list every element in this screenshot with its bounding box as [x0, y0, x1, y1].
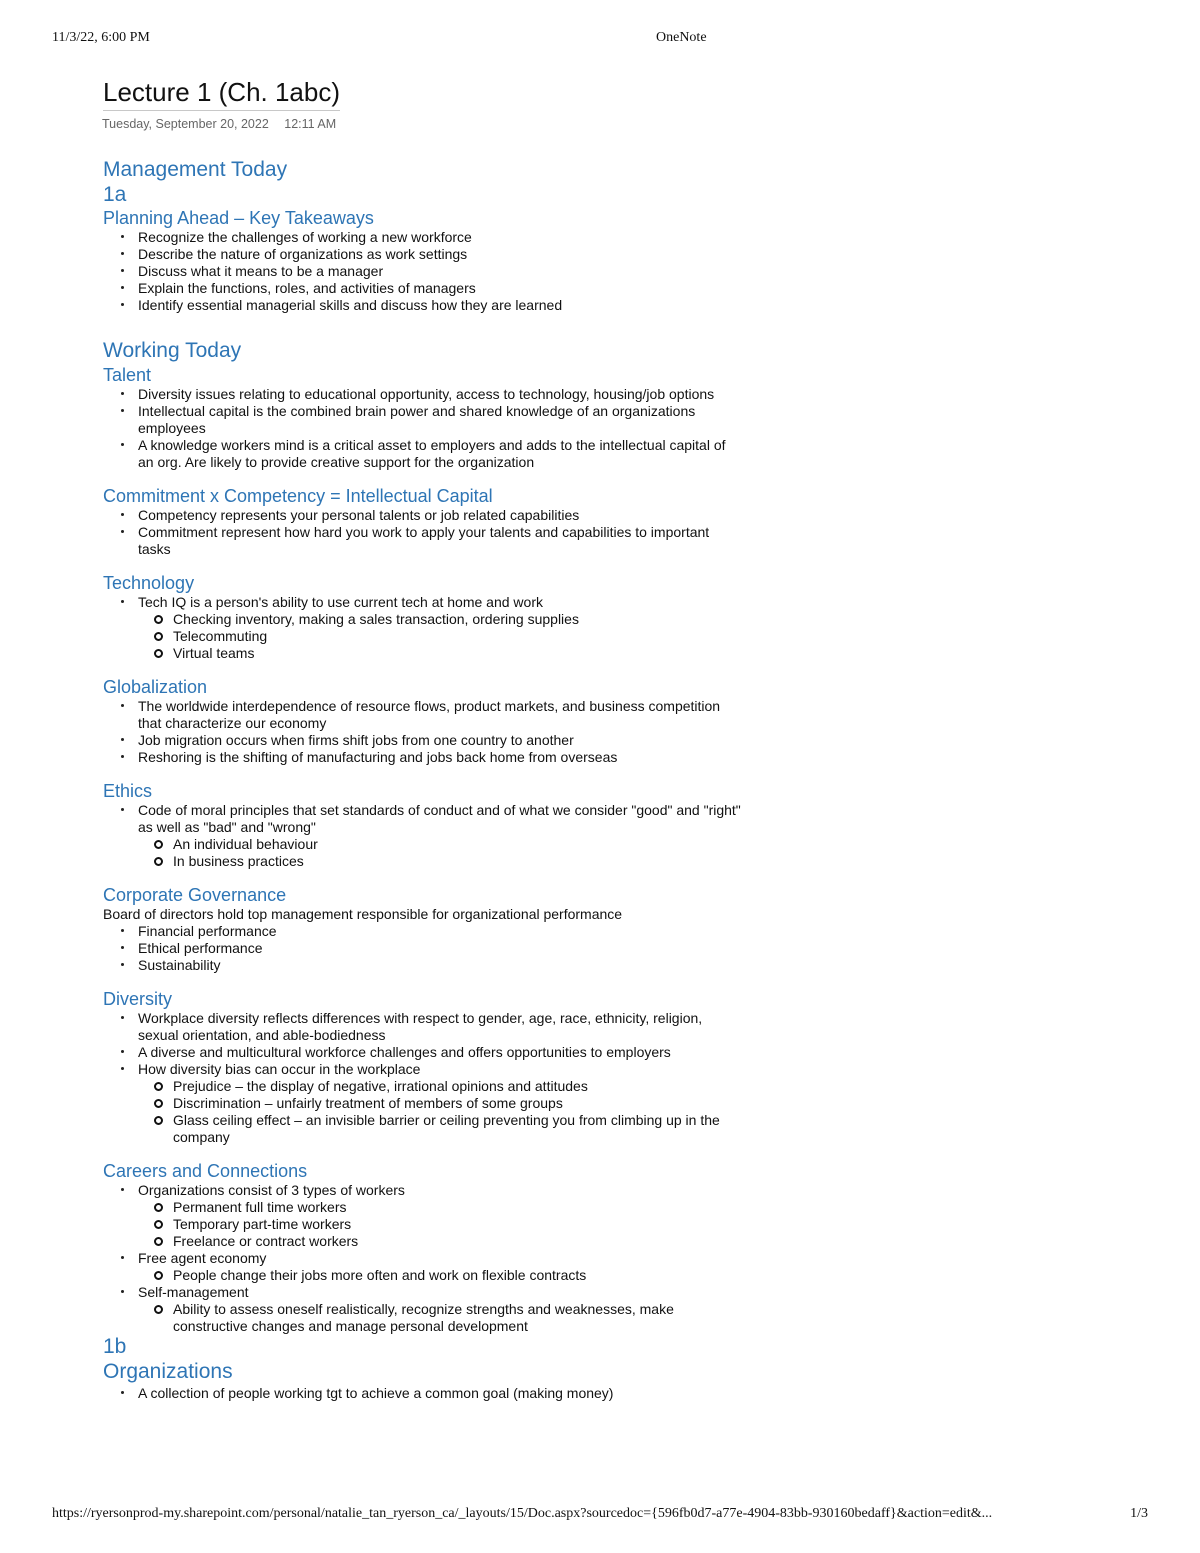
sub-list-item: Prejudice – the display of negative, irrational opinions and attitudes [173, 1078, 743, 1095]
circle-bullet-icon [154, 1305, 163, 1314]
bullet-icon [121, 1016, 124, 1019]
list-item: Organizations consist of 3 types of workers Permanent full time workers Temporary part-time workers Freelance or contract workers [138, 1182, 743, 1250]
bullet-icon [121, 1290, 124, 1293]
list-item: Sustainability [138, 957, 743, 974]
bullet-icon [121, 286, 124, 289]
list-item: Explain the functions, roles, and activities of managers [138, 280, 743, 297]
circle-bullet-icon [154, 1220, 163, 1229]
globalization-heading: Globalization [103, 677, 208, 697]
bullet-icon [121, 600, 124, 603]
bullet-icon [121, 269, 124, 272]
bullet-icon [121, 252, 124, 255]
working-today-heading: Working Today [103, 339, 242, 362]
bullet-icon [121, 303, 124, 306]
ethics-list [103, 802, 743, 870]
bullet-icon [121, 409, 124, 412]
print-page-number: 1/3 [1130, 1506, 1148, 1521]
print-url: https://ryersonprod-my.sharepoint.com/personal/natalie_tan_ryerson_ca/_layouts/15/Doc.aspx?sourcedoc={596fb0d7-a77e-4904-83bb-930160bedaff}&action=edit&... [52, 1506, 993, 1521]
talent-heading: Talent [103, 365, 152, 385]
technology-sublist [138, 611, 743, 662]
sub-list-item: Telecommuting [173, 628, 743, 645]
bullet-icon [121, 946, 124, 949]
circle-bullet-icon [154, 649, 163, 658]
list-item: Workplace diversity reflects differences with respect to gender, age, race, ethnicity, religion, sexual orientation, and able-bodiedness [138, 1010, 743, 1044]
list-item: Ethical performance [138, 940, 743, 957]
diversity-heading: Diversity [103, 989, 173, 1009]
technology-list [103, 594, 743, 662]
sub-list-item: Permanent full time workers [173, 1199, 743, 1216]
list-item: Diversity issues relating to educational opportunity, access to technology, housing/job options [138, 386, 743, 403]
bullet-icon [121, 1067, 124, 1070]
sub-list-item: Freelance or contract workers [173, 1233, 743, 1250]
list-item: Free agent economy People change their jobs more often and work on flexible contracts [138, 1250, 743, 1284]
section-label-1b: 1b [103, 1335, 127, 1358]
list-item: A collection of people working tgt to achieve a common goal (making money) [138, 1385, 743, 1402]
bullet-icon [121, 1050, 124, 1053]
sub-list-item: In business practices [173, 853, 743, 870]
list-item: A diverse and multicultural workforce challenges and offers opportunities to employers [138, 1044, 743, 1061]
bullet-icon [121, 443, 124, 446]
ethics-sublist [138, 836, 743, 870]
governance-list [103, 923, 743, 974]
main-heading: Management Today [103, 158, 288, 181]
list-item: Competency represents your personal talents or job related capabilities [138, 507, 743, 524]
list-item: A knowledge workers mind is a critical asset to employers and adds to the intellectual capital of an org. Are likely to provide creative support for the organization [138, 437, 743, 471]
sub-list-item: Discrimination – unfairly treatment of members of some groups [173, 1095, 743, 1112]
list-item: Recognize the challenges of working a new workforce [138, 229, 743, 246]
bullet-icon [121, 513, 124, 516]
bullet-icon [121, 530, 124, 533]
careers-heading: Careers and Connections [103, 1161, 308, 1181]
page-date: Tuesday, September 20, 2022 [102, 117, 269, 131]
globalization-list [103, 698, 743, 766]
bullet-icon [121, 929, 124, 932]
circle-bullet-icon [154, 1203, 163, 1212]
diversity-list [103, 1010, 743, 1146]
bullet-icon [121, 1188, 124, 1191]
list-item: Reshoring is the shifting of manufacturing and jobs back home from overseas [138, 749, 743, 766]
list-item: Intellectual capital is the combined brain power and shared knowledge of an organizations employees [138, 403, 743, 437]
list-item: Describe the nature of organizations as work settings [138, 246, 743, 263]
bullet-icon [121, 755, 124, 758]
section-label-1a: 1a [103, 183, 127, 206]
page-datetime [102, 117, 743, 133]
page-title[interactable]: Lecture 1 (Ch. 1abc) [103, 76, 340, 111]
list-item: The worldwide interdependence of resource flows, product markets, and business competition that characterize our economy [138, 698, 743, 732]
sub-list-item: Glass ceiling effect – an invisible barrier or ceiling preventing you from climbing up in the company [173, 1112, 743, 1146]
bullet-icon [121, 738, 124, 741]
circle-bullet-icon [154, 840, 163, 849]
sub-list-item: Virtual teams [173, 645, 743, 662]
page-time: 12:11 AM [284, 117, 337, 131]
circle-bullet-icon [154, 615, 163, 624]
note-page [103, 76, 743, 1402]
careers-sublist-workers [138, 1199, 743, 1250]
planning-list [103, 229, 743, 314]
list-item: Identify essential managerial skills and discuss how they are learned [138, 297, 743, 314]
organizations-heading: Organizations [103, 1360, 233, 1383]
circle-bullet-icon [154, 1099, 163, 1108]
governance-heading: Corporate Governance [103, 885, 287, 905]
circle-bullet-icon [154, 1116, 163, 1125]
sub-list-item: People change their jobs more often and work on flexible contracts [173, 1267, 743, 1284]
circle-bullet-icon [154, 1271, 163, 1280]
section-heading-planning: Planning Ahead – Key Takeaways [103, 208, 374, 228]
circle-bullet-icon [154, 1082, 163, 1091]
bullet-icon [121, 704, 124, 707]
ethics-heading: Ethics [103, 781, 153, 801]
print-header [52, 30, 1148, 50]
commitment-list [103, 507, 743, 558]
print-footer [52, 1506, 1148, 1526]
bullet-icon [121, 1256, 124, 1259]
technology-heading: Technology [103, 573, 195, 593]
commitment-heading: Commitment x Competency = Intellectual Capital [103, 486, 493, 506]
list-item: How diversity bias can occur in the workplace Prejudice – the display of negative, irrational opinions and attitudes Discrimination – unfairly treatment of members of some groups Glass ceiling effect – an invisible barrier or ceiling preventing you from climbing up in the company [138, 1061, 743, 1146]
print-app-name: OneNote [656, 30, 707, 45]
circle-bullet-icon [154, 632, 163, 641]
print-datetime: 11/3/22, 6:00 PM [52, 30, 150, 45]
careers-list [103, 1182, 743, 1335]
list-item: Job migration occurs when firms shift jobs from one country to another [138, 732, 743, 749]
list-item: Commitment represent how hard you work to apply your talents and capabilities to important tasks [138, 524, 743, 558]
sub-list-item: Checking inventory, making a sales transaction, ordering supplies [173, 611, 743, 628]
list-item: Financial performance [138, 923, 743, 940]
list-item: Self-management Ability to assess oneself realistically, recognize strengths and weaknesses, make constructive changes and manage personal development [138, 1284, 743, 1335]
bullet-icon [121, 963, 124, 966]
bullet-icon [121, 392, 124, 395]
list-item: Discuss what it means to be a manager [138, 263, 743, 280]
careers-sublist-free-agent [138, 1267, 743, 1284]
sub-list-item: Ability to assess oneself realistically, recognize strengths and weaknesses, make constructive changes and manage personal development [173, 1301, 743, 1335]
bullet-icon [121, 235, 124, 238]
governance-text: Board of directors hold top management responsible for organizational performance [103, 906, 623, 922]
talent-list [103, 386, 743, 471]
circle-bullet-icon [154, 857, 163, 866]
diversity-sublist [138, 1078, 743, 1146]
list-item: Code of moral principles that set standards of conduct and of what we consider "good" and "right" as well as "bad" and "wrong" An individual behaviour In business practices [138, 802, 743, 870]
circle-bullet-icon [154, 1237, 163, 1246]
bullet-icon [121, 808, 124, 811]
careers-sublist-self-management [138, 1301, 743, 1335]
sub-list-item: An individual behaviour [173, 836, 743, 853]
sub-list-item: Temporary part-time workers [173, 1216, 743, 1233]
bullet-icon [121, 1391, 124, 1394]
list-item: Tech IQ is a person's ability to use current tech at home and work Checking inventory, making a sales transaction, ordering supplies Telecommuting Virtual teams [138, 594, 743, 662]
organizations-list [103, 1385, 743, 1402]
